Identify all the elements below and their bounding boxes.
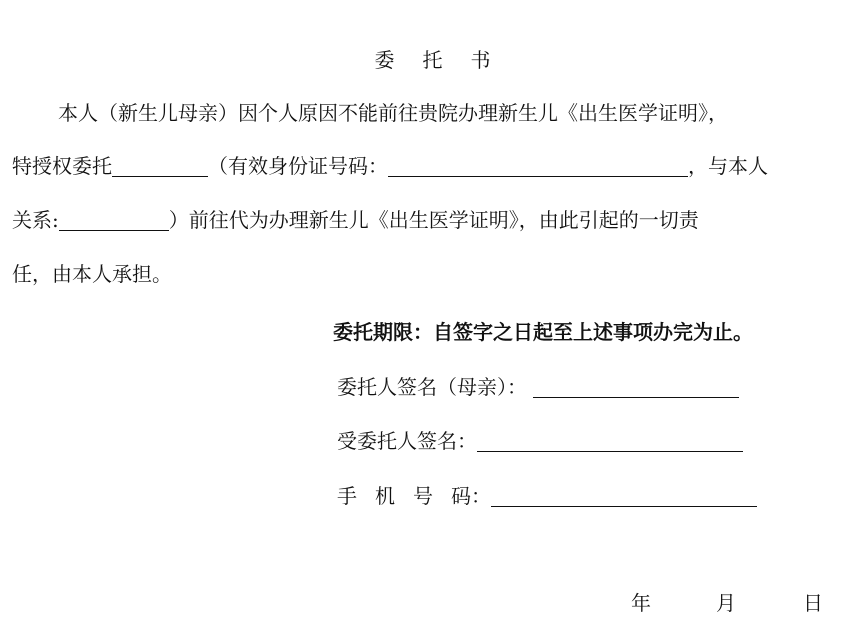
- relation-lead-text: ，与本人: [688, 154, 768, 178]
- phone-label-char-3: 号: [413, 484, 433, 508]
- paragraph-line-2: [12, 153, 852, 179]
- title-char-1: 委: [374, 48, 395, 72]
- date-day: 日: [803, 591, 823, 615]
- agent-signature-line[interactable]: [477, 431, 743, 452]
- paragraph-line-4-text: 任，由本人承担。: [12, 262, 172, 286]
- paragraph-line-4: [12, 261, 852, 287]
- document-title: [0, 44, 865, 73]
- term-statement: 委托期限：自签字之日起至上述事项办完为止。: [333, 320, 753, 344]
- relation-label: 关系:: [12, 208, 59, 232]
- phone-line[interactable]: [491, 486, 757, 507]
- mother-signature-line[interactable]: [533, 377, 739, 398]
- id-number-blank[interactable]: [388, 156, 688, 177]
- id-number-label: （有效身份证号码：: [208, 154, 388, 178]
- phone-label-char-1: 手: [337, 484, 357, 508]
- title-char-2: 托: [422, 48, 443, 72]
- phone-row: [337, 480, 757, 509]
- paragraph-line-3-text: ）前往代为办理新生儿《出生医学证明》，由此引起的一切责: [168, 208, 699, 232]
- agent-signature-label: 受委托人签名：: [337, 429, 477, 453]
- phone-label-char-4: 码：: [451, 484, 491, 508]
- agent-signature-row: [337, 425, 743, 454]
- date-month: 月: [716, 591, 736, 615]
- phone-label-char-2: 机: [375, 484, 395, 508]
- paragraph-line-1-text: 本人（新生儿母亲）因个人原因不能前往贵院办理新生儿《出生医学证明》，: [58, 101, 728, 125]
- relation-blank[interactable]: [59, 210, 169, 231]
- authorize-text: 特授权委托: [12, 154, 112, 178]
- agent-name-blank[interactable]: [112, 156, 208, 177]
- mother-signature-label: 委托人签名（母亲）：: [337, 375, 527, 399]
- paragraph-line-1: [58, 100, 858, 126]
- date-year: 年: [631, 591, 651, 615]
- mother-signature-row: [337, 371, 739, 400]
- paragraph-line-3: [12, 207, 852, 233]
- title-char-3: 书: [470, 48, 491, 72]
- phone-label: [337, 484, 491, 508]
